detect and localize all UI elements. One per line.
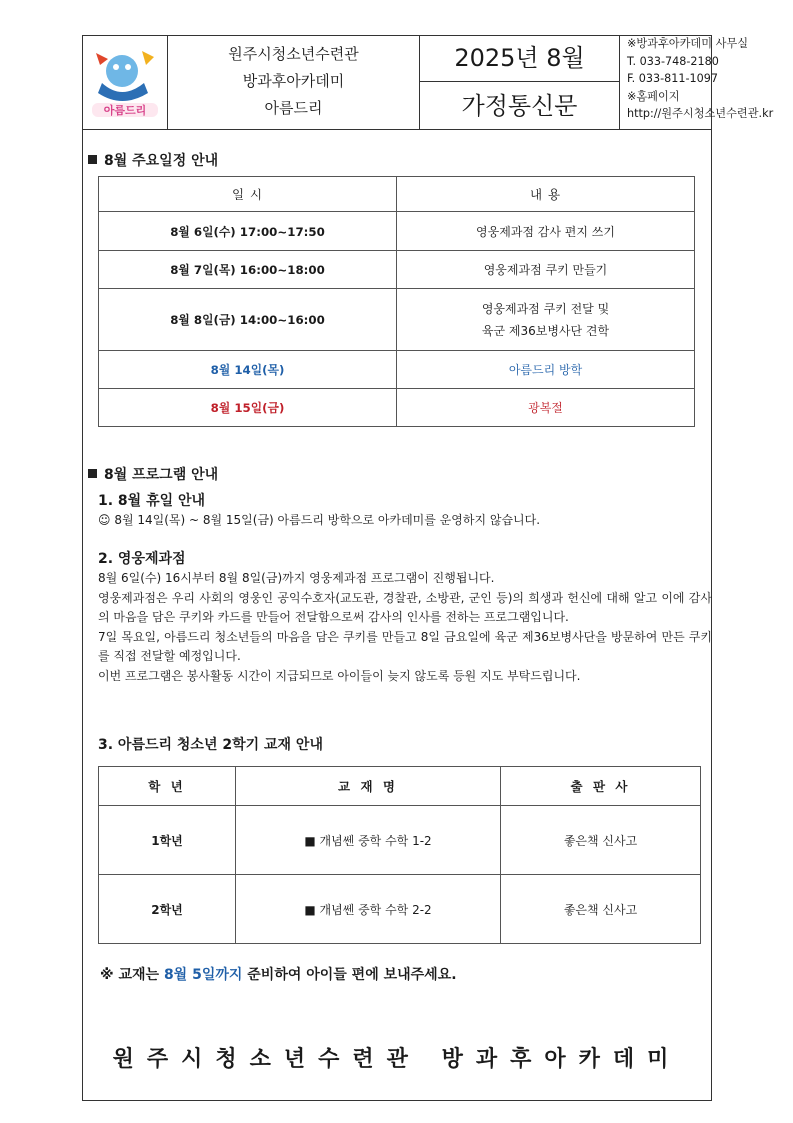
contact-info bbox=[627, 35, 793, 123]
publisher: 좋은책 신사고 bbox=[501, 806, 701, 875]
textbook-header-row bbox=[99, 767, 701, 806]
schedule-header-row bbox=[99, 177, 695, 212]
homepage-url: http://원주시청소년수련관.kr bbox=[627, 107, 774, 120]
organization-name bbox=[168, 35, 420, 130]
col-date: 일 시 bbox=[99, 177, 397, 212]
publisher: 좋은책 신사고 bbox=[501, 875, 701, 944]
title-block bbox=[420, 35, 620, 130]
col-grade: 학 년 bbox=[99, 767, 236, 806]
book-title: ■ 개념쎈 중학 수학 1-2 bbox=[236, 806, 501, 875]
schedule-content: 광복절 bbox=[397, 389, 695, 427]
paragraph: 이번 프로그램은 봉사활동 시간이 지급되므로 아이들이 늦지 않도록 등원 지도 부탁드립니다. bbox=[98, 668, 581, 683]
table-row bbox=[99, 875, 701, 944]
schedule-date: 8월 15일(금) bbox=[99, 389, 397, 427]
deadline-highlight: 8월 5일까지 bbox=[163, 967, 243, 983]
schedule-content: 영웅제과점 쿠키 만들기 bbox=[397, 251, 695, 289]
footer-org-name: 원주시청소년수련관 방과후아카데미 bbox=[112, 1047, 682, 1072]
grade: 2학년 bbox=[99, 875, 236, 944]
fax: F. 033-811-1097 bbox=[627, 72, 719, 85]
square-bullet-icon bbox=[88, 469, 97, 478]
org-line-2: 방과후아카데미 bbox=[242, 72, 345, 90]
schedule-content-line-2: 육군 제36보병사단 견학 bbox=[481, 323, 610, 338]
phone: T. 033-748-2180 bbox=[627, 54, 719, 68]
schedule-date: 8월 8일(금) 14:00~16:00 bbox=[99, 289, 397, 351]
hero-bakery-title: 2. 영웅제과점 bbox=[98, 551, 186, 567]
paragraph: 영웅제과점은 우리 사회의 영웅인 공익수호자(교도관, 경찰관, 소방관, 군인 등)의 희생과 헌신에 대해 알고 이에 감사의 마음을 담은 쿠키와 카드를 만들어 전달함으로써 감사의 인사를 전하는 프로그램입니다. bbox=[98, 590, 712, 624]
org-line-1: 원주시청소년수련관 bbox=[228, 45, 359, 63]
holiday-text: ☺ 8월 14일(목) ~ 8월 15일(금) 아름드리 방학으로 아카데미를 운영하지 않습니다. bbox=[98, 513, 541, 527]
document-title: 가정통신문 bbox=[461, 92, 578, 120]
logo bbox=[82, 35, 168, 130]
paragraph: 8월 6일(수) 16시부터 8월 8일(금)까지 영웅제과점 프로그램이 진행됩니다. bbox=[98, 571, 495, 585]
schedule-content-line-1: 영웅제과점 쿠키 전달 및 bbox=[481, 301, 610, 316]
schedule-content: 영웅제과점 감사 편지 쓰기 bbox=[397, 212, 695, 251]
office-label: ※방과후아카데미 사무실 bbox=[627, 37, 749, 50]
paragraph: 7일 목요일, 아름드리 청소년들의 마음을 담은 쿠키를 만들고 8일 금요일에 육군 제36보병사단을 방문하여 만든 쿠키를 직접 전달할 예정입니다. bbox=[98, 629, 712, 663]
col-publisher: 출 판 사 bbox=[501, 767, 701, 806]
grade: 1학년 bbox=[99, 806, 236, 875]
table-row bbox=[99, 251, 695, 289]
book-title: ■ 개념쎈 중학 수학 2-2 bbox=[236, 875, 501, 944]
schedule-date: 8월 7일(목) 16:00~18:00 bbox=[99, 251, 397, 289]
org-line-3: 아름드리 bbox=[264, 99, 323, 117]
schedule-table bbox=[98, 176, 695, 427]
square-bullet-icon bbox=[88, 155, 97, 164]
date-title: 2025년 8월 bbox=[420, 35, 619, 82]
col-content: 내 용 bbox=[397, 177, 695, 212]
schedule-date: 8월 14일(목) bbox=[99, 351, 397, 389]
table-row bbox=[99, 806, 701, 875]
holiday-title: 1. 8월 휴일 안내 bbox=[98, 493, 206, 509]
table-row bbox=[99, 389, 695, 427]
program-heading: 8월 프로그램 안내 bbox=[88, 464, 218, 484]
col-title: 교 재 명 bbox=[236, 767, 501, 806]
table-row bbox=[99, 289, 695, 351]
textbook-title: 3. 아름드리 청소년 2학기 교재 안내 bbox=[98, 737, 323, 753]
textbook-table bbox=[98, 766, 701, 944]
table-row bbox=[99, 351, 695, 389]
svg-text:아름드리: 아름드리 bbox=[103, 104, 147, 117]
textbook-notice: ※ 교재는 8월 5일까지 준비하여 아이들 편에 보내주세요. bbox=[100, 967, 457, 983]
header bbox=[82, 35, 774, 130]
academy-logo-icon bbox=[88, 43, 162, 121]
schedule-date: 8월 6일(수) 17:00~17:50 bbox=[99, 212, 397, 251]
table-row bbox=[99, 212, 695, 251]
homepage-label: ※홈페이지 bbox=[627, 89, 680, 103]
schedule-content bbox=[397, 289, 695, 351]
schedule-heading: 8월 주요일정 안내 bbox=[88, 150, 218, 170]
hero-bakery-text bbox=[98, 569, 712, 686]
schedule-content: 아름드리 방학 bbox=[397, 351, 695, 389]
